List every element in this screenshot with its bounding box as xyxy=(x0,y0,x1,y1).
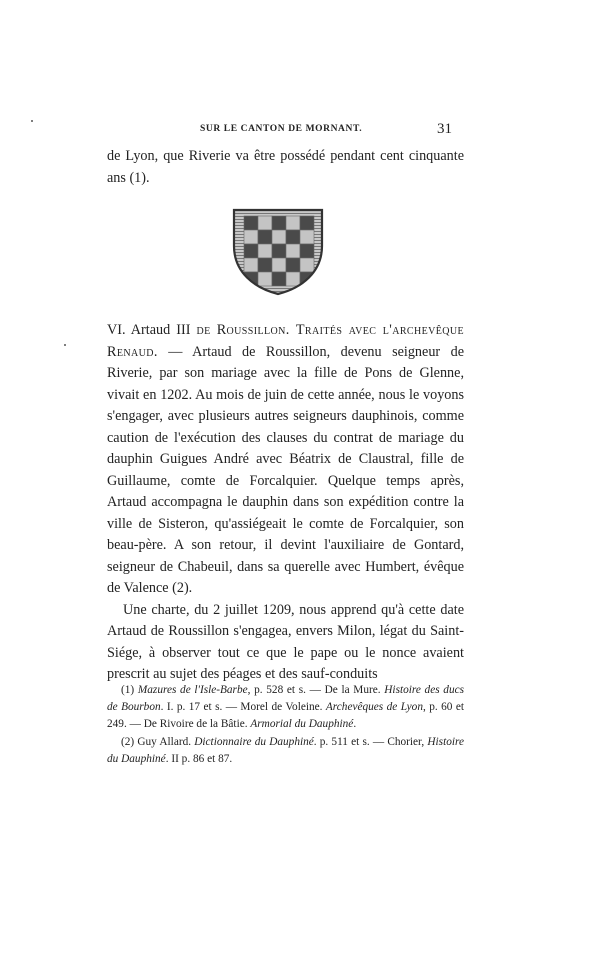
ink-speck xyxy=(31,120,33,122)
page-number: 31 xyxy=(437,121,452,137)
intro-text: de Lyon, que Riverie va être possédé pendant cent cinquante ans (1). xyxy=(107,148,464,186)
footnote-2: (2) Guy Allard. Dictionnaire du Dauphiné. p. 511 et s. — Chorier, Histoire du Dauphiné. II p. 86 et 87. xyxy=(107,736,464,765)
intro-paragraph xyxy=(107,146,464,189)
footnote-1: (1) Mazures de l'Isle-Barbe, p. 528 et s. — De la Mure. Histoire des ducs de Bourbon. I. p. 17 et s. — Morel de Voleine. Archevêques de Lyon, p. 60 et 249. — De Rivoire de la Bâtie. Armorial du Dauphiné. xyxy=(107,684,464,730)
section-heading: VI. Artaud III de Roussillon. Traités avec l'archevêque Renaud. xyxy=(107,322,465,360)
section-body-text: Artaud de Roussillon, devenu seigneur de Riverie, par son mariage avec la fille de Pons de Glenne, vivait en 1202. Au mois de juin de cette année, nous le voyons s'engager, avec plusieurs autres seigneurs dauphinois, comme caution de l'exécution des clauses du contrat de mariage du dauphin Guigues André avec Béatrix de Claustral, fille de Guillaume, comte de Forcalquier. Quelque temps après, Artaud accompagna le dauphin dans son expédition contre la ville de Sisteron, qu'assiégeait le comte de Forcalquier, son beau-père. A son retour, il devint l'auxiliaire de Gontard, seigneur de Chabeuil, dans sa querelle avec Humbert, évêque de Valence (2). xyxy=(107,343,465,596)
footnotes xyxy=(107,682,464,769)
running-title: SUR LE CANTON DE MORNANT. xyxy=(200,124,363,134)
running-head xyxy=(0,121,600,144)
section-paragraph-1: VI. Artaud III de Roussillon. Traités avec l'archevêque Renaud. — Artaud de Roussillon, devenu seigneur de Riverie, par son mariage avec la fille de Pons de Glenne, vivait en 1202. Au mois de juin de cette année, nous le voyons s'engager, avec plusieurs autres seigneurs dauphinois, comme caution de l'exécution des clauses du contrat de mariage du dauphin Guigues André avec Béatrix de Claustral, fille de Guillaume, comte de Forcalquier. Quelque temps après, Artaud accompagna le dauphin dans son expédition contre la ville de Sisteron, qu'assiégeait le comte de Forcalquier, son beau-père. A son retour, il devint l'auxiliaire de Gontard, seigneur de Chabeuil, dans sa querelle avec Humbert, évêque de Valence (2). xyxy=(107,322,465,596)
ink-speck xyxy=(64,344,66,346)
section-body xyxy=(107,320,464,686)
section-paragraph-2: Une charte, du 2 juillet 1209, nous apprend qu'à cette date Artaud de Roussillon s'engagea, envers Milon, légat du Saint-Siége, à observer tout ce que le pape ou le nonce avaient prescrit au sujet des péages et des sauf-conduits xyxy=(107,601,464,682)
heraldic-shield-icon xyxy=(230,206,326,296)
